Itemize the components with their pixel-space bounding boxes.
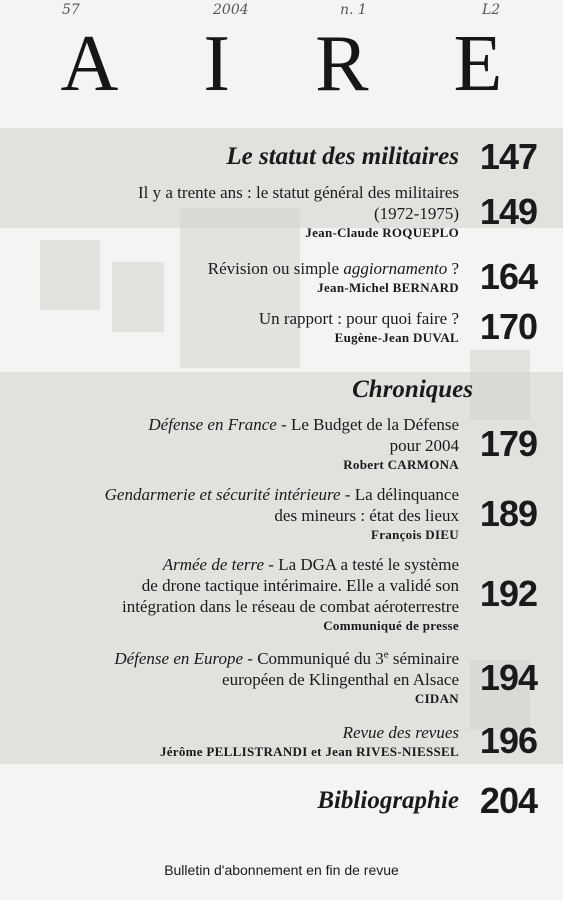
toc-entry (17, 484, 537, 543)
page-number: 196 (479, 720, 537, 761)
entry-title: Révision ou simple aggiornamento ? (207, 259, 459, 278)
toc-entry (17, 182, 537, 241)
entry-author: Jean-Michel BERNARD (317, 280, 459, 295)
entry-title: des mineurs : état des lieux (274, 506, 459, 525)
entry-rubric: Gendarmerie et sécurité intérieure (104, 485, 341, 504)
entry-author: Communiqué de presse (323, 618, 459, 633)
section-title: Le statut des militaires (226, 143, 459, 170)
section-title: Chroniques (352, 376, 473, 403)
handwritten-mark: 2004 (213, 2, 249, 18)
handwritten-mark: 57 (62, 2, 80, 18)
subscription-note: Bulletin d'abonnement en fin de revue (164, 862, 399, 878)
entry-rubric: Revue des revues (342, 723, 459, 742)
section-heading-statut (17, 136, 537, 178)
handwritten-mark: n. 1 (340, 2, 367, 18)
entry-title: Il y a trente ans : le statut général des militaires (138, 183, 459, 202)
page-number: 179 (479, 422, 537, 464)
ordinal-suffix: e (383, 648, 389, 661)
page-number: 170 (479, 306, 537, 347)
entry-title: pour 2004 (389, 436, 459, 455)
entry-author: Jérôme PELLISTRANDI et Jean RIVES-NIESSEL (159, 744, 459, 759)
page-number: 147 (479, 136, 537, 177)
masthead-letter: A (60, 19, 119, 108)
handwritten-mark: L2 (482, 2, 501, 18)
entry-rubric: Défense en France (148, 415, 277, 434)
entry-title: (1972-1975) (374, 204, 459, 223)
toc-entry (17, 720, 537, 762)
page-number: 194 (479, 656, 537, 698)
toc-entry (17, 306, 537, 348)
entry-author: CIDAN (414, 691, 459, 706)
entry-title: - La délinquance (340, 485, 459, 504)
page-number: 149 (479, 190, 537, 232)
section-heading-bibliographie (17, 780, 537, 822)
page-number: 164 (479, 256, 537, 297)
entry-title: - Communiqué du 3 (243, 649, 384, 668)
entry-author: Robert CARMONA (343, 457, 459, 472)
section-heading-chroniques (0, 376, 473, 404)
entry-title: intégration dans le réseau de combat aéroterrestre (121, 597, 459, 616)
entry-rubric: Défense en Europe (114, 649, 244, 668)
entry-title: européen de Klingenthal en Alsace (222, 670, 459, 689)
entry-author: Jean-Claude ROQUEPLO (305, 225, 459, 240)
entry-title: - Le Budget de la Défense (276, 415, 459, 434)
entry-title: de drone tactique intérimaire. Elle a validé son (141, 576, 459, 595)
toc-entry (17, 648, 537, 707)
masthead-letter: E (453, 19, 503, 108)
masthead-title (0, 19, 563, 108)
section-title: Bibliographie (317, 787, 459, 814)
page-number: 204 (479, 780, 537, 821)
toc-entry (17, 554, 537, 634)
toc-entry (17, 414, 537, 473)
entry-author: François DIEU (370, 527, 459, 542)
page-number: 189 (479, 492, 537, 534)
masthead-letter: I (203, 19, 231, 108)
masthead-letter: R (315, 19, 369, 108)
entry-author: Eugène-Jean DUVAL (334, 330, 459, 345)
entry-rubric: Armée de terre (162, 555, 265, 574)
page-number: 192 (479, 573, 537, 614)
entry-title: - La DGA a testé le système (264, 555, 459, 574)
toc-entry (17, 256, 537, 298)
entry-title: Un rapport : pour quoi faire ? (258, 309, 459, 328)
entry-title: séminaire (388, 649, 459, 668)
